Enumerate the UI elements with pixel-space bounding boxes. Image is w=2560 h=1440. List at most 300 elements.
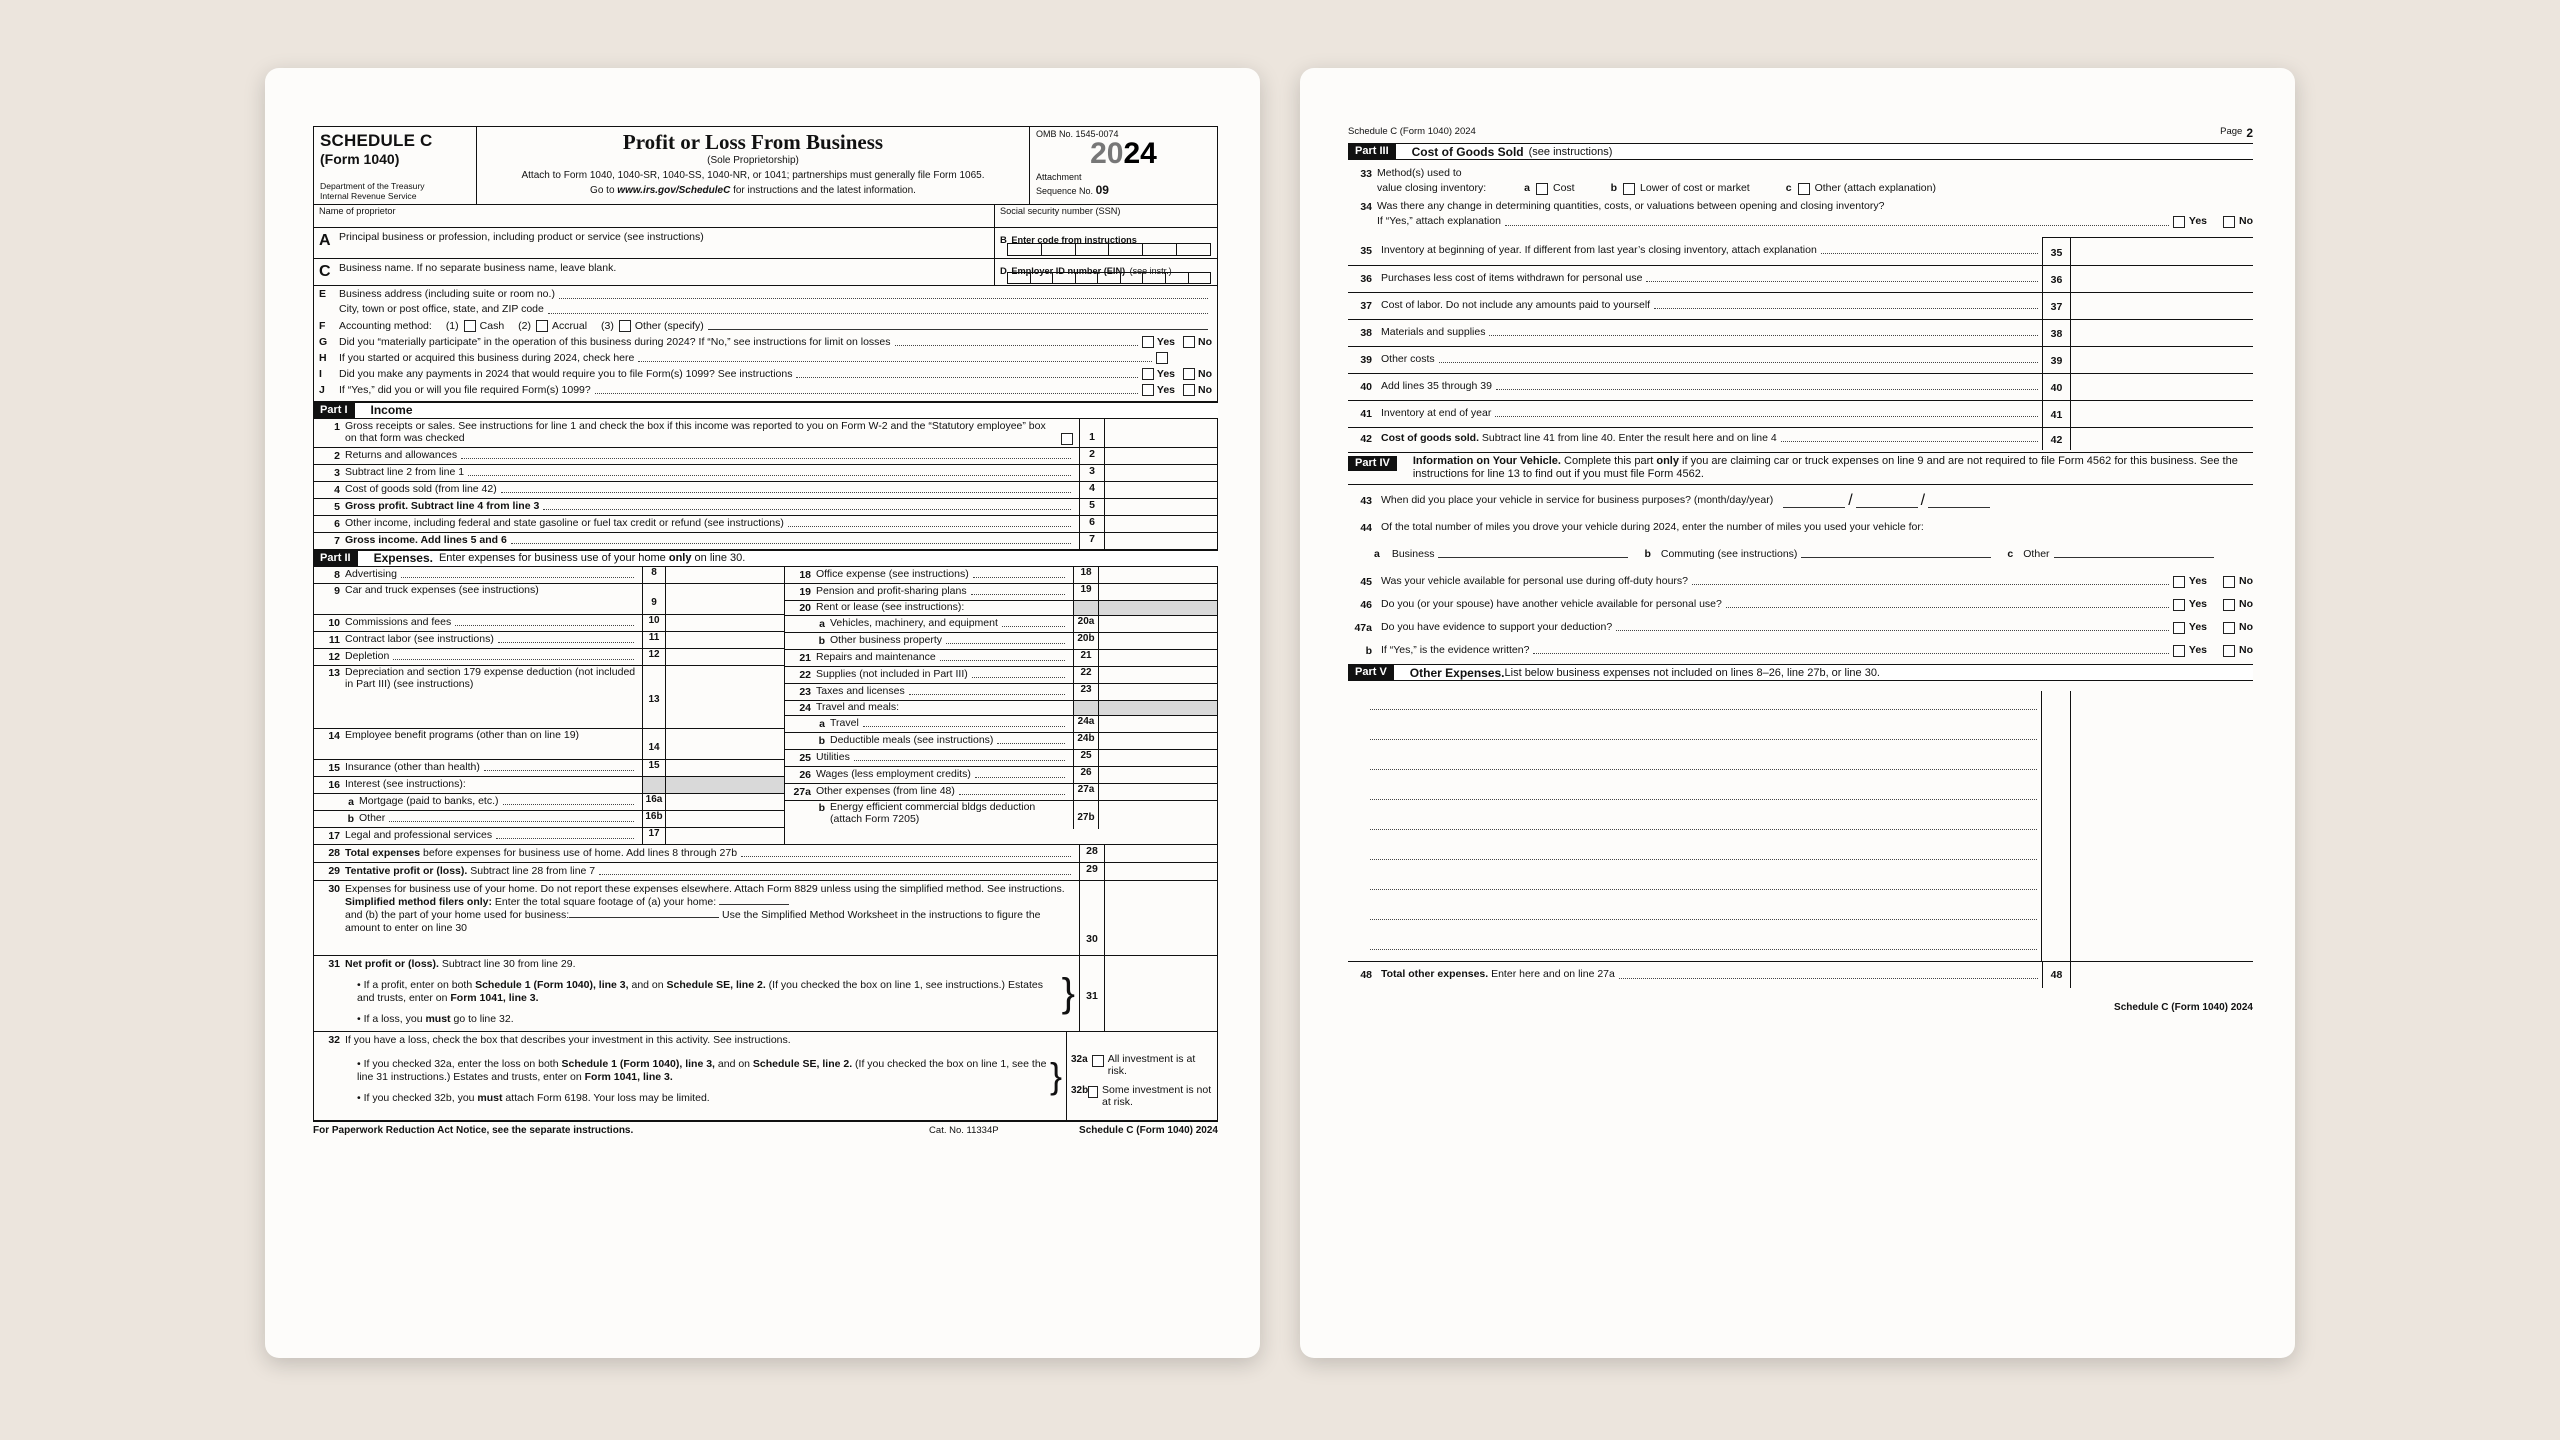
line-8-row (314, 567, 784, 584)
line-44b-input[interactable] (1801, 548, 1991, 558)
line-36-amount[interactable] (2070, 266, 2253, 292)
line-20b-row (785, 633, 1217, 650)
line-16b-amount[interactable] (665, 811, 784, 827)
line-43-month-input[interactable] (1783, 495, 1845, 508)
line-22-label: Supplies (not included in Part III) (816, 668, 968, 681)
line-47b-letter: b (1365, 644, 1372, 657)
line-B[interactable] (995, 228, 1217, 258)
line-7-amount[interactable] (1104, 533, 1217, 549)
part-4-body-2: if you are claiming car or truck expenses on line 9 and are not required to file Form 4562 for this business. See the instructions for line 13 to find out if you must file Form 4562. (1412, 454, 2238, 481)
part-5-blank-lines (1348, 691, 2253, 988)
line-20-row (785, 601, 1217, 616)
line-35-amount[interactable] (2070, 237, 2253, 265)
line-F-opt2-num: (2) (518, 319, 532, 332)
line-24a-amount[interactable] (1098, 716, 1217, 732)
line-18-amount[interactable] (1098, 567, 1217, 583)
checkbox-I-yes[interactable] (1142, 368, 1154, 380)
line-G-yes: Yes (1156, 335, 1175, 348)
other-expense-row (1348, 781, 2253, 811)
line-5-amount[interactable] (1104, 499, 1217, 515)
line-I-no: No (1198, 367, 1212, 380)
line-1-amount[interactable] (1104, 419, 1217, 447)
part-5-bar (1348, 664, 2253, 681)
line-12-number: 12 (328, 650, 340, 663)
line-B-label: Enter code from instructions (1011, 234, 1137, 245)
option-32a[interactable] (1071, 1054, 1213, 1078)
proprietor-name-field[interactable] (314, 205, 995, 227)
line-14-number: 14 (328, 729, 340, 742)
line-37-amount[interactable] (2070, 293, 2253, 319)
line-31-bullet-2: • If a loss, you must go to line 32. (357, 1012, 514, 1025)
checkbox-46-no[interactable] (2223, 599, 2235, 611)
option-32b-number: 32b (1071, 1085, 1089, 1097)
line-18-label: Office expense (see instructions) (816, 568, 969, 581)
line-16b-row (314, 811, 784, 828)
line-10-amount[interactable] (665, 615, 784, 631)
line-43-label: When did you place your vehicle in service for business purposes? (month/day/year) (1381, 494, 1774, 507)
attach-instruction: Attach to Form 1040, 1040-SR, 1040-SS, 1040-NR, or 1041; partnerships must generally file Form 1065. (521, 170, 985, 181)
line-18-number: 18 (799, 568, 811, 581)
line-4-label: Cost of goods sold (from line 42) (345, 483, 497, 496)
line-F-other-label: Other (specify) (634, 319, 704, 332)
line-27a-amount[interactable] (1098, 784, 1217, 800)
line-F-other-input[interactable] (708, 320, 1208, 330)
page-2-footer (1348, 1002, 2253, 1013)
line-30-business-sqft-input[interactable] (569, 917, 719, 918)
line-26-box-number: 26 (1073, 767, 1098, 783)
line-36-row: 36 Purchases less cost of items withdrawn for personal use 36 (1348, 266, 2253, 293)
part1-row-4: 4 Cost of goods sold (from line 42) 4 (314, 482, 1217, 499)
line-6-amount[interactable] (1104, 516, 1217, 532)
part-4-only: only (1656, 454, 1679, 467)
checkbox-47b-yes[interactable] (2173, 645, 2185, 657)
line-10-number: 10 (328, 616, 340, 629)
line-26-amount[interactable] (1098, 767, 1217, 783)
line-37-row: 37 Cost of labor. Do not include any amounts paid to yourself 37 (1348, 293, 2253, 320)
line-C-letter: C (319, 262, 331, 280)
line-15-amount[interactable] (665, 760, 784, 776)
lines-28-32 (313, 845, 1218, 1121)
line-8-box-number: 8 (642, 567, 665, 583)
line-23-row (785, 684, 1217, 701)
part-3-label: Part III (1348, 144, 1396, 159)
line-19-label: Pension and profit-sharing plans (816, 585, 967, 598)
line-3-amount[interactable] (1104, 465, 1217, 481)
line-12-box-number: 12 (642, 649, 665, 665)
line-A[interactable] (314, 228, 995, 258)
line-25-label: Utilities (816, 751, 850, 764)
line-22-amount[interactable] (1098, 667, 1217, 683)
line-27b-letter: b (818, 801, 825, 814)
line-21-row (785, 650, 1217, 667)
line-45-number: 45 (1360, 575, 1372, 588)
line-28-row: 28 Total expenses before expenses for business use of home. Add lines 8 through 27b 28 (314, 845, 1217, 863)
checkbox-47a-yes[interactable] (2173, 622, 2185, 634)
part-1-label: Part I (313, 403, 355, 418)
page-1-content (313, 126, 1218, 1318)
line-34-label-a: Was there any change in determining quantities, costs, or valuations between opening and closing inventory? (1377, 199, 1885, 212)
part-3-bar (1348, 143, 2253, 160)
line-33-opt-c-letter: c (1785, 181, 1792, 194)
checkbox-cash[interactable] (464, 320, 476, 332)
part1-rows-2-7 (314, 448, 1217, 549)
line-11-amount[interactable] (665, 632, 784, 648)
line-41-amount[interactable] (2070, 401, 2253, 427)
line-20a-amount[interactable] (1098, 616, 1217, 632)
form-header-right (1030, 127, 1217, 204)
line-43-year-input[interactable] (1928, 495, 1990, 508)
line-10-box-number: 10 (642, 615, 665, 631)
other-expense-row (1348, 691, 2253, 721)
part-4-label: Part IV (1348, 456, 1397, 471)
line-31-bullet-1: • If a profit, enter on both Schedule 1 (Form 1040), line 3, and on Schedule SE, line 2. (If you checked the box on line 1, see instructions.) Estates and trusts, enter on Form 1041, line 3. (357, 978, 1043, 1005)
line-27b-amount[interactable] (1098, 801, 1217, 829)
checkbox-34-yes[interactable] (2173, 216, 2185, 228)
line-26-label: Wages (less employment credits) (816, 768, 971, 781)
line-14-amount[interactable] (665, 729, 784, 759)
line-C[interactable] (314, 259, 995, 285)
line-28-number: 28 (328, 847, 340, 860)
line-16b-box-number: 16b (642, 811, 665, 827)
business-code-boxes[interactable] (1007, 243, 1211, 256)
line-34-yes: Yes (2188, 215, 2207, 228)
line-24-number: 24 (799, 701, 811, 714)
line-20b-letter: b (818, 634, 825, 647)
line-37-number: 37 (1360, 299, 1372, 312)
line-2-label: Returns and allowances (345, 449, 458, 462)
line-E-input[interactable] (559, 289, 1208, 299)
other-expense-amount[interactable] (2070, 781, 2253, 811)
line-47a-label: Do you have evidence to support your deduction? (1381, 620, 1613, 633)
line-33-opt-a-letter: a (1524, 181, 1530, 194)
catalog-number: Cat. No. 11334P (929, 1124, 999, 1136)
part-5-title: Other Expenses. (1409, 665, 1505, 680)
line-40-number: 40 (1360, 380, 1372, 393)
line-27a-row (785, 784, 1217, 801)
line-27b-label: Energy efficient commercial bldgs deduction (attach Form 7205) (830, 800, 1036, 825)
line-J-no: No (1198, 383, 1212, 396)
line-36-label: Purchases less cost of items withdrawn for personal use (1381, 271, 1643, 284)
goto-instruction (483, 185, 1023, 196)
line-30-simplified-bold: Simplified method filers only: (345, 896, 493, 909)
line-31-amount[interactable] (1104, 956, 1217, 1031)
row-A-B (313, 228, 1218, 259)
ssn-label: Social security number (SSN) (1000, 205, 1121, 216)
line-29-amount[interactable] (1104, 863, 1217, 880)
page-2-page-number: 2 (2246, 126, 2253, 140)
part-3-body (1348, 160, 2253, 452)
line-39-amount[interactable] (2070, 347, 2253, 373)
line-9-box-number: 9 (642, 584, 665, 614)
line-30-home-sqft-input[interactable] (719, 904, 789, 905)
line-22-box-number: 22 (1073, 667, 1098, 683)
line-25-number: 25 (799, 751, 811, 764)
line-45-row (1348, 575, 2253, 588)
line-40-row: 40 Add lines 35 through 39 40 (1348, 374, 2253, 401)
checkbox-I-no[interactable] (1183, 368, 1195, 380)
line-7-label: Gross income. Add lines 5 and 6 (345, 534, 507, 547)
line-44a-input[interactable] (1438, 548, 1628, 558)
part-5-label: Part V (1348, 665, 1394, 680)
line-27a-label: Other expenses (from line 48) (816, 785, 955, 798)
line-24b-row (785, 733, 1217, 750)
line-23-amount[interactable] (1098, 684, 1217, 700)
line-20b-box-number: 20b (1073, 633, 1098, 649)
line-43-day-input[interactable] (1856, 495, 1918, 508)
checkbox-H[interactable] (1156, 352, 1168, 364)
other-expense-amount[interactable] (2070, 871, 2253, 901)
sequence-label: Sequence No. (1036, 186, 1094, 197)
line-40-amount[interactable] (2070, 374, 2253, 400)
line-43-row: 43 When did you place your vehicle in service for business purposes? (month/day/year) / / (1348, 492, 2253, 510)
line-5-number: 5 (334, 500, 340, 513)
checkbox-46-yes[interactable] (2173, 599, 2185, 611)
line-H-label: If you started or acquired this business during 2024, check here (339, 351, 635, 364)
checkbox-cost[interactable] (1536, 183, 1548, 195)
checkbox-32a[interactable] (1092, 1055, 1104, 1067)
line-41-number: 41 (1360, 407, 1372, 420)
other-expense-amount[interactable] (2070, 751, 2253, 781)
line-16a-row (314, 794, 784, 811)
line-7-number: 7 (334, 534, 340, 547)
part-3-note: (see instructions) (1528, 145, 1613, 158)
line-27b-row (785, 801, 1217, 829)
line-8-amount[interactable] (665, 567, 784, 583)
department-line-1: Department of the Treasury (320, 181, 425, 191)
line-42-amount[interactable] (2070, 428, 2253, 450)
form-header-center (477, 127, 1030, 204)
other-expense-row (1348, 901, 2253, 931)
line-28-amount[interactable] (1104, 845, 1217, 862)
line-B-letter: B (1000, 234, 1007, 246)
line-J-label: If “Yes,” did you or will you file required Form(s) 1099? (339, 383, 591, 396)
part-2-bar (313, 550, 1218, 567)
line-9-row (314, 584, 784, 615)
part1-row-6: 6 Other income, including federal and state gasoline or fuel tax credit or refund (see instructions) 6 (314, 516, 1217, 533)
part-4-title: Information on Your Vehicle. (1412, 454, 1561, 467)
checkbox-J-no[interactable] (1183, 384, 1195, 396)
line-25-amount[interactable] (1098, 750, 1217, 766)
checkbox-32b[interactable] (1088, 1086, 1098, 1098)
line-9-amount[interactable] (665, 584, 784, 614)
other-expense-amount[interactable] (2070, 691, 2253, 721)
line-D-label: Employer ID number (EIN) (1011, 265, 1126, 276)
checkbox-45-no[interactable] (2223, 576, 2235, 588)
line-23-label: Taxes and licenses (816, 685, 905, 698)
line-E[interactable]: E Business address (including suite or room no.) (319, 289, 1212, 302)
lines-35-42 (1348, 237, 2253, 450)
page-2-header (1348, 126, 2253, 140)
other-expense-amount[interactable] (2070, 721, 2253, 751)
brace-32-icon: } (1049, 1054, 1062, 1096)
line-A-label: Principal business or profession, including product or service (see instructions) (339, 230, 704, 243)
line-47a-row (1348, 621, 2253, 634)
line-29-row: 29 Tentative profit or (loss). Subtract line 28 from line 7 29 (314, 863, 1217, 881)
line-32-text: If you have a loss, check the box that describes your investment in this activity. See instructions. (345, 1033, 791, 1046)
line-16b-label: Other (359, 812, 386, 825)
line-28-label: Total expenses before expenses for business use of home. Add lines 8 through 27b (345, 846, 738, 859)
line-33-label-a: Method(s) used to (1377, 167, 1462, 179)
line-29-label: Tentative profit or (loss). Subtract line 28 from line 7 (345, 864, 596, 877)
line-25-row (785, 750, 1217, 767)
line-45-label: Was your vehicle available for personal use during off-duty hours? (1381, 574, 1689, 587)
line-I-yes: Yes (1156, 367, 1175, 380)
line-16a-letter: a (348, 795, 354, 808)
checkbox-statutory-employee[interactable] (1061, 433, 1073, 445)
line-11-box-number: 11 (642, 632, 665, 648)
part-1-title: Income (370, 403, 413, 418)
line-17-row (314, 828, 784, 844)
line-47a-yes: Yes (2188, 620, 2207, 633)
checkbox-34-no[interactable] (2223, 216, 2235, 228)
line-12-amount[interactable] (665, 649, 784, 665)
checkbox-47a-no[interactable] (2223, 622, 2235, 634)
line-F-cash-label: Cash (479, 319, 505, 332)
line-36-number: 36 (1360, 272, 1372, 285)
line-35-label: Inventory at beginning of year. If different from last year’s closing inventory, attach explanation (1381, 243, 1817, 256)
checkbox-other-explanation[interactable] (1798, 183, 1810, 195)
checkbox-other-method[interactable] (619, 320, 631, 332)
line-48-number: 48 (1360, 969, 1372, 981)
line-44b-letter: b (1644, 547, 1651, 560)
line-1-number: 1 (334, 420, 340, 433)
line-A-letter: A (319, 231, 331, 249)
goto-suffix: for instructions and the latest information. (730, 185, 916, 196)
line-38-number: 38 (1360, 326, 1372, 339)
part1-row-5: 5 Gross profit. Subtract line 4 from line 3 5 (314, 499, 1217, 516)
line-30-text-a: Expenses for business use of your home. Do not report these expenses elsewhere. Attach Form 8829 unless using the simplified method. See instructions. (345, 882, 1065, 895)
line-19-amount[interactable] (1098, 584, 1217, 600)
line-33-opt-a-label: Cost (1553, 181, 1575, 194)
schedule-c-page-1 (265, 68, 1260, 1358)
line-32-number: 32 (328, 1033, 340, 1046)
line-20a-row (785, 616, 1217, 633)
form-title: Profit or Loss From Business (622, 130, 884, 154)
line-39-row: 39 Other costs 39 (1348, 347, 2253, 374)
line-F-accrual-label: Accrual (552, 319, 588, 332)
line-13-amount[interactable] (665, 666, 784, 728)
checkbox-accrual[interactable] (536, 320, 548, 332)
line-21-box-number: 21 (1073, 650, 1098, 666)
ein-boxes[interactable] (1007, 272, 1211, 284)
line-38-amount[interactable] (2070, 320, 2253, 346)
line-F-label: Accounting method: (339, 319, 432, 332)
line-18-row (785, 567, 1217, 584)
ssn-field[interactable] (995, 205, 1217, 227)
line-39-label: Other costs (1381, 352, 1435, 365)
checkbox-G-yes[interactable] (1142, 336, 1154, 348)
checkbox-lower-of-cost-or-market[interactable] (1623, 183, 1635, 195)
line-48-amount[interactable] (2070, 962, 2253, 988)
line-11-label: Contract labor (see instructions) (345, 633, 494, 646)
line-31-text: Subtract line 30 from line 29. (438, 957, 576, 970)
line-30-amount[interactable] (1104, 881, 1217, 955)
line-19-box-number: 19 (1073, 584, 1098, 600)
line-F-opt1-num: (1) (445, 319, 459, 332)
form-header-left (314, 127, 477, 204)
line-24a-label: Travel (830, 717, 859, 730)
line-E2-input[interactable] (548, 304, 1208, 314)
line-44c-input[interactable] (2054, 548, 2214, 558)
line-E2-label: City, town or post office, state, and ZIP code (339, 302, 544, 315)
line-47b-row (1348, 644, 2253, 657)
line-26-number: 26 (799, 768, 811, 781)
line-16a-amount[interactable] (665, 794, 784, 810)
form-header (313, 126, 1218, 204)
line-13-box-number: 13 (642, 666, 665, 728)
line-11-number: 11 (328, 633, 340, 646)
line-24b-amount[interactable] (1098, 733, 1217, 749)
line-39-number: 39 (1360, 353, 1372, 366)
line-2-amount[interactable] (1104, 448, 1217, 464)
sequence-row (1036, 183, 1211, 198)
other-expense-amount[interactable] (2070, 901, 2253, 931)
checkbox-47b-no[interactable] (2223, 645, 2235, 657)
irs-url[interactable]: www.irs.gov/ScheduleC (617, 185, 731, 196)
line-27b-box-number: 27b (1073, 801, 1098, 829)
line-21-amount[interactable] (1098, 650, 1217, 666)
line-4-number: 4 (334, 483, 340, 496)
other-expense-row (1348, 751, 2253, 781)
other-expense-amount[interactable] (2070, 811, 2253, 841)
line-13-number: 13 (328, 666, 340, 679)
line-20b-amount[interactable] (1098, 633, 1217, 649)
other-expense-amount[interactable] (2070, 931, 2253, 961)
line-4-amount[interactable] (1104, 482, 1217, 498)
checkbox-45-yes[interactable] (2173, 576, 2185, 588)
line-48-row: 48 Total other expenses. Enter here and on line 27a 48 (1348, 961, 2253, 988)
checkbox-G-no[interactable] (1183, 336, 1195, 348)
line-20a-label: Vehicles, machinery, and equipment (830, 617, 998, 630)
checkbox-J-yes[interactable] (1142, 384, 1154, 396)
line-D[interactable] (995, 259, 1217, 285)
line-17-box-number: 17 (642, 828, 665, 844)
line-21-number: 21 (799, 651, 811, 664)
line-15-label: Insurance (other than health) (345, 761, 480, 774)
line-23-box-number: 23 (1073, 684, 1098, 700)
line-44-subrow (1348, 548, 2253, 561)
part1-row-3: 3 Subtract line 2 from line 1 3 (314, 465, 1217, 482)
line-20a-box-number: 20a (1073, 616, 1098, 632)
line-45-yes: Yes (2188, 574, 2207, 587)
line-14-box-number: 14 (642, 729, 665, 759)
line-38-label: Materials and supplies (1381, 325, 1486, 338)
line-38-row: 38 Materials and supplies 38 (1348, 320, 2253, 347)
other-expense-amount[interactable] (2070, 841, 2253, 871)
line-J: J If “Yes,” did you or will you file required Form(s) 1099? Yes No (319, 383, 1212, 396)
paperwork-notice: For Paperwork Reduction Act Notice, see the separate instructions. (313, 1124, 634, 1136)
line-16a-label: Mortgage (paid to banks, etc.) (359, 795, 499, 808)
form-number-label: (Form 1040) (320, 151, 400, 167)
line-12-label: Depletion (345, 650, 390, 663)
line-26-row (785, 767, 1217, 784)
sequence-number: 09 (1095, 183, 1109, 198)
line-E2[interactable] (319, 304, 1212, 317)
line-17-amount[interactable] (665, 828, 784, 844)
option-32b[interactable] (1071, 1085, 1213, 1109)
part1-row-7: 7 Gross income. Add lines 5 and 6 7 (314, 533, 1217, 549)
line-44-label: Of the total number of miles you drove your vehicle during 2024, enter the number of miles you used your vehicle for: (1381, 521, 1924, 533)
line-6-number: 6 (334, 517, 340, 530)
line-44-row (1348, 522, 2253, 534)
line-44-number: 44 (1360, 522, 1372, 534)
page-2-form-id: Schedule C (Form 1040) 2024 (1348, 126, 1476, 137)
part1-row-2: 2 Returns and allowances 2 (314, 448, 1217, 465)
page-1-footer (313, 1121, 1218, 1136)
line-45-no: No (2239, 574, 2253, 587)
line-15-number: 15 (328, 761, 340, 774)
line-42-number: 42 (1360, 432, 1372, 445)
